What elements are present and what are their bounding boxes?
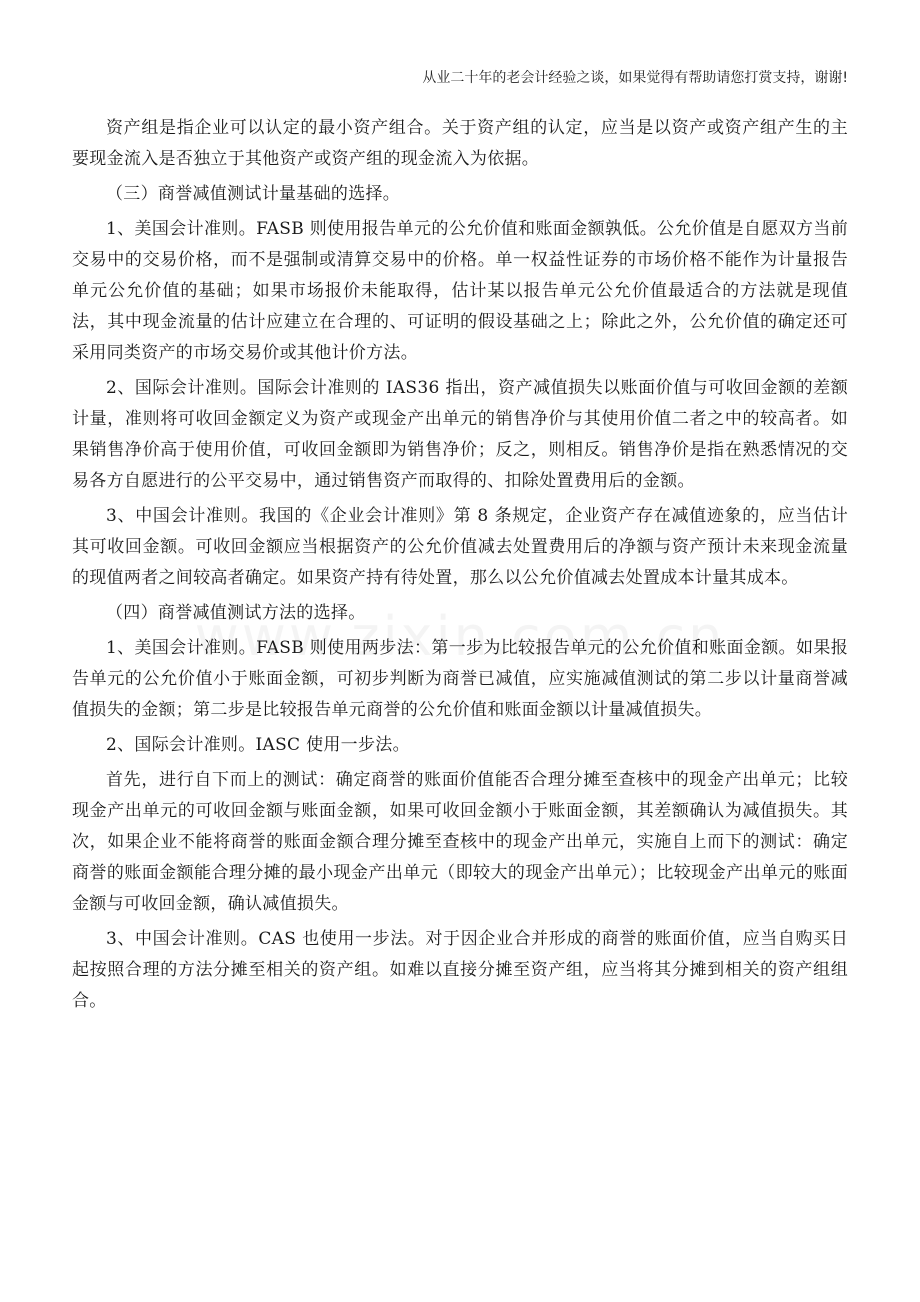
paragraph-cas-method: 3、中国会计准则。CAS 也使用一步法。对于因企业合并形成的商誉的账面价值，应当自购买日起按照合理的方法分摊至相关的资产组。如难以直接分摊至资产组，应当将其分摊到相关的资产组组合。 bbox=[72, 929, 848, 1011]
paragraph-us-gaap-basis: 1、美国会计准则。FASB 则使用报告单元的公允价值和账面金额孰低。公允价值是自愿双方当前交易中的交易价格，而不是强制或清算交易中的价格。单一权益性证券的市场价格不能作为计量报告单元公允价值的基础；如果市场报价未能取得，估计某以报告单元公允价值最适合的方法就是现值法，其中现金流量的估计应建立在合理的、可证明的假设基础之上；除此之外，公允价值的确定还可采用同类资产的市场交易价或其他计价方法。 bbox=[72, 219, 848, 363]
section-heading-test-method: （四）商誉减值测试方法的选择。 bbox=[106, 603, 366, 623]
document-body bbox=[72, 113, 848, 1021]
section-heading-measurement-basis: （三）商誉减值测试计量基础的选择。 bbox=[106, 184, 401, 204]
paragraph-us-gaap-method: 1、美国会计准则。FASB 则使用两步法：第一步为比较报告单元的公允价值和账面金额。如果报告单元的公允价值小于账面金额，可初步判断为商誉已减值，应实施减值测试的第二步以计量商誉减值损失的金额；第二步是比较报告单元商誉的公允价值和账面金额以计量减值损失。 bbox=[72, 638, 848, 720]
paragraph-ifrs-method: 2、国际会计准则。IASC 使用一步法。 bbox=[106, 735, 410, 755]
paragraph-cas-basis: 3、中国会计准则。我国的《企业会计准则》第 8 条规定，企业资产存在减值迹象的，应当估计其可收回金额。可收回金额应当根据资产的公允价值减去处置费用后的净额与资产预计未来现金流量的现值两者之间较高者确定。如果资产持有待处置，那么以公允价值减去处置成本计量其成本。 bbox=[72, 506, 848, 588]
header-note: 从业二十年的老会计经验之谈，如果觉得有帮助请您打赏支持，谢谢! bbox=[422, 70, 848, 86]
paragraph-ifrs-basis: 2、国际会计准则。国际会计准则的 IAS36 指出，资产减值损失以账面价值与可收回金额的差额计量，准则将可收回金额定义为资产或现金产出单元的销售净价与其使用价值二者之中的较高者。如果销售净价高于使用价值，可收回金额即为销售净价；反之，则相反。销售净价是指在熟悉情况的交易各方自愿进行的公平交易中，通过销售资产而取得的、扣除处置费用后的金额。 bbox=[72, 378, 848, 491]
paragraph-ifrs-method-detail: 首先，进行自下而上的测试：确定商誉的账面价值能否合理分摊至查核中的现金产出单元；比较现金产出单元的可收回金额与账面金额，如果可收回金额小于账面金额，其差额确认为减值损失。其次，如果企业不能将商誉的账面金额合理分摊至查核中的现金产出单元，实施自上而下的测试：确定商誉的账面金额能合理分摊的最小现金产出单元（即较大的现金产出单元）；比较现金产出单元的账面金额与可收回金额，确认减值损失。 bbox=[72, 770, 848, 914]
paragraph-asset-group-definition: 资产组是指企业可以认定的最小资产组合。关于资产组的认定，应当是以资产或资产组产生的主要现金流入是否独立于其他资产或资产组的现金流入为依据。 bbox=[72, 118, 848, 169]
